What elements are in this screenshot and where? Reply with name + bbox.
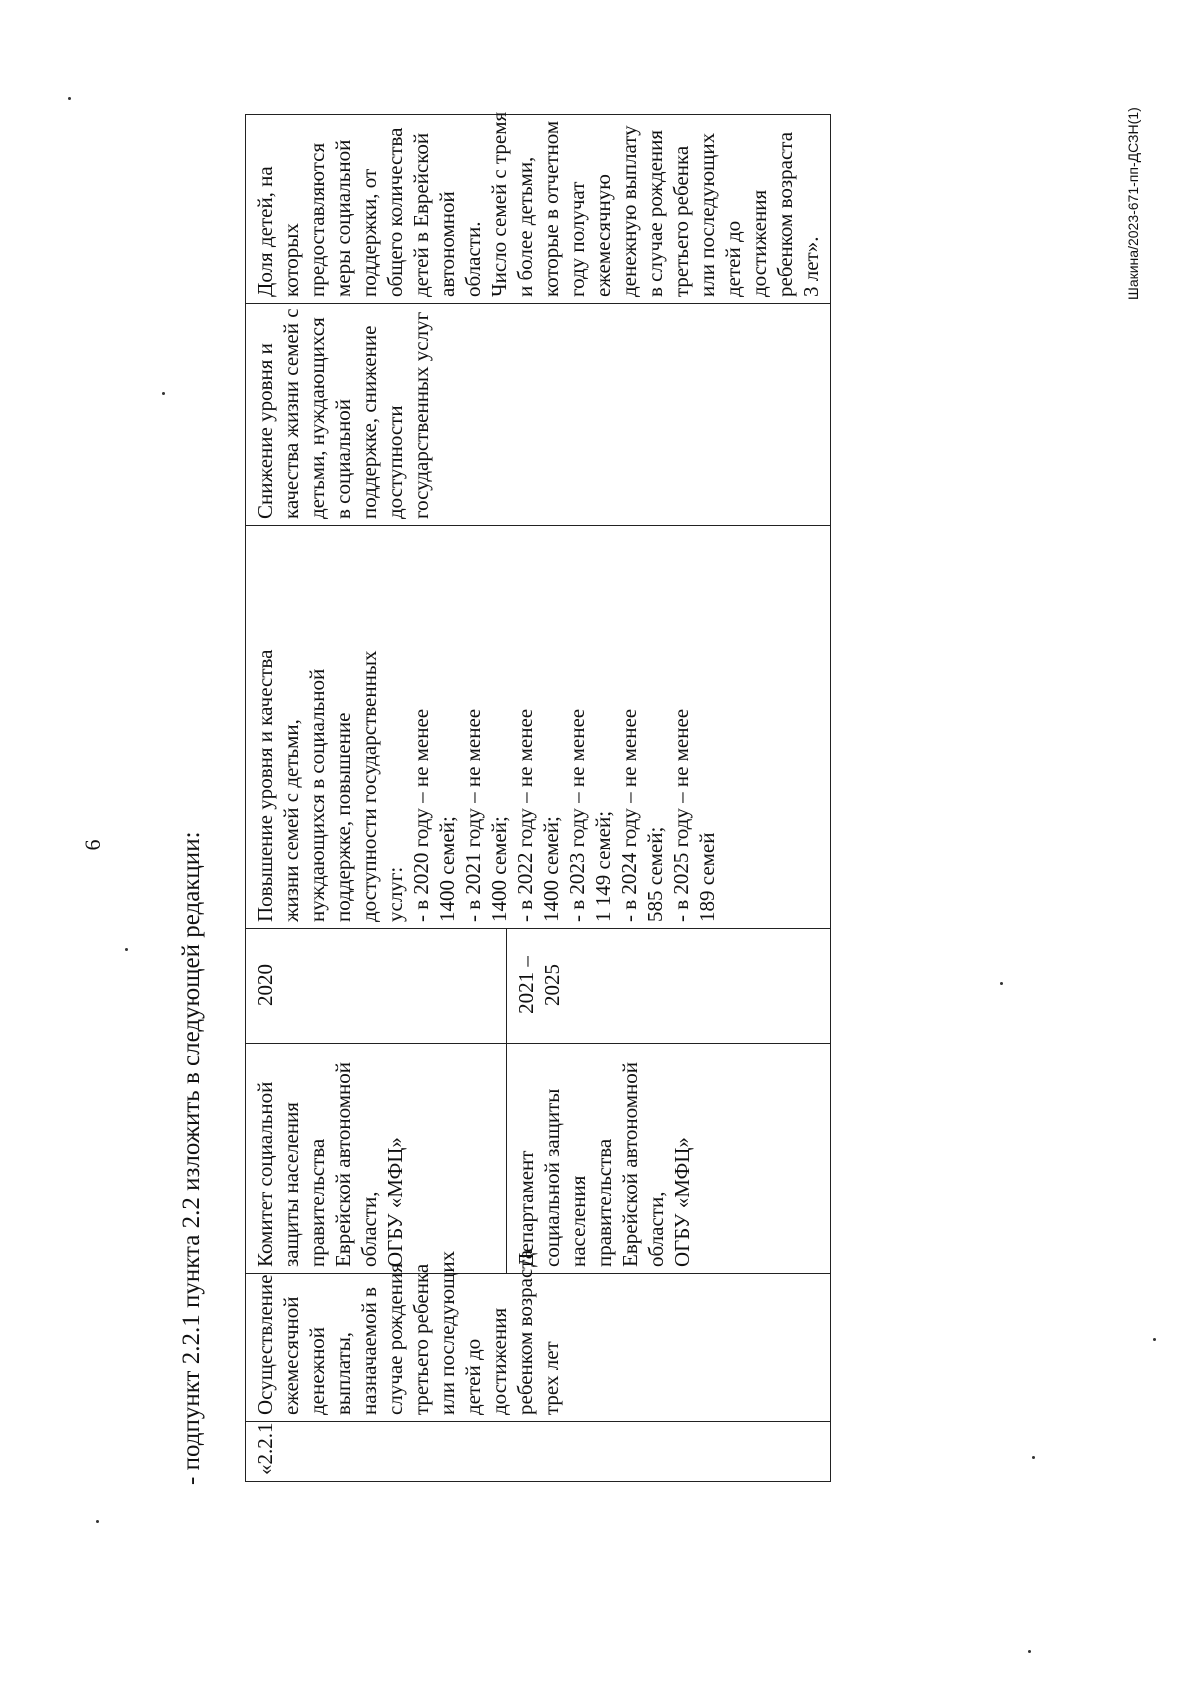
cell-line: в социальной <box>331 398 355 519</box>
cell-line: выплаты, <box>331 1331 355 1415</box>
cell-line: денежной <box>305 1326 329 1415</box>
cell-line: третьего ребенка <box>409 1263 433 1415</box>
scan-speck <box>68 97 71 100</box>
cell-line: детей до <box>721 220 745 297</box>
cell-line: доступности <box>383 405 407 519</box>
cell-line: ОГБУ «МФЦ» <box>383 1137 407 1267</box>
cell-line: - в 2024 году – не менее <box>617 708 641 922</box>
cell-line: или последующих <box>695 132 719 297</box>
executor-cell-1 <box>246 1044 507 1274</box>
cell-line: достижения <box>487 1307 511 1415</box>
cell-line: трех лет <box>539 1341 563 1415</box>
cell-line: 3 лет». <box>799 236 823 297</box>
scan-speck <box>162 392 165 395</box>
cell-line: в случае рождения <box>643 129 667 297</box>
cell-line: Осуществление <box>253 1274 277 1415</box>
cell-line: - в 2025 году – не менее <box>669 708 693 922</box>
cell-line: Еврейской автономной <box>618 1062 642 1267</box>
cell-line: году получат <box>565 181 589 297</box>
cell-line: поддержке, снижение <box>357 325 381 519</box>
cell-line: 1400 семей; <box>539 816 563 922</box>
period-cell-2 <box>507 929 831 1044</box>
cell-line: 189 семей <box>695 832 719 922</box>
scan-speck <box>125 948 128 951</box>
measures-table <box>245 111 831 1482</box>
cell-line: 1400 семей; <box>487 816 511 922</box>
table-row <box>246 115 507 1482</box>
cell-line: ребенком возраста <box>513 1249 537 1415</box>
cell-line: государственных услуг <box>409 311 433 519</box>
consequence-cell <box>246 304 831 526</box>
cell-line: защиты населения <box>279 1102 303 1267</box>
cell-line: 1400 семей; <box>435 816 459 922</box>
cell-line: правительства <box>592 1138 616 1267</box>
cell-line: денежную выплату <box>617 125 641 297</box>
cell-line: поддержке, повышение <box>331 712 355 922</box>
cell-line: - в 2021 году – не менее <box>461 708 485 922</box>
cell-line: услуг: <box>383 866 407 922</box>
executor-cell-2 <box>507 1044 831 1274</box>
cell-line: случае рождения <box>383 1263 407 1415</box>
item-number: «2.2.1 <box>246 1422 831 1482</box>
cell-line: детьми, нуждающихся <box>305 317 329 519</box>
scan-speck <box>1153 1338 1156 1341</box>
cell-line: 585 семей; <box>643 826 667 922</box>
cell-line: ежемесячной <box>279 1296 303 1415</box>
cell-line: - в 2023 году – не менее <box>565 708 589 922</box>
cell-line: или последующих <box>435 1250 459 1415</box>
cell-line: области, <box>644 1191 668 1267</box>
cell-line: Еврейской автономной <box>331 1062 355 1267</box>
cell-line: третьего ребенка <box>669 145 693 297</box>
cell-line: нуждающихся в социальной <box>305 668 329 922</box>
cell-line: ежемесячную <box>591 174 615 297</box>
result-cell <box>246 526 831 929</box>
cell-line: - в 2022 году – не менее <box>513 708 537 922</box>
cell-line: детей в Еврейской <box>409 132 433 297</box>
cell-line: Департамент <box>514 1150 538 1267</box>
cell-line: Число семей с тремя <box>487 111 511 297</box>
document-code: Шакина/2023-671-пп-ДСЗН(1) <box>1125 107 1141 300</box>
cell-line: Доля детей, на <box>253 166 277 297</box>
cell-line: ОГБУ «МФЦ» <box>670 1137 694 1267</box>
scan-speck <box>1032 1456 1035 1459</box>
cell-line: меры социальной <box>331 139 355 297</box>
cell-line: и более детьми, <box>513 156 537 297</box>
scan-speck <box>1000 982 1003 985</box>
scan-speck <box>1028 1650 1031 1653</box>
cell-line: которых <box>279 223 303 297</box>
cell-line: 1 149 семей; <box>591 810 615 922</box>
cell-line: - в 2020 году – не менее <box>409 708 433 922</box>
cell-line: жизни семей с детьми, <box>279 719 303 922</box>
cell-line: предоставляются <box>305 142 329 297</box>
cell-line: социальной защиты <box>540 1088 564 1267</box>
cell-line: детей до <box>461 1338 485 1415</box>
cell-line: которые в отчетном <box>539 120 563 297</box>
cell-line: Снижение уровня и <box>253 343 277 519</box>
cell-line: качества жизни семей с <box>279 308 303 519</box>
cell-line: 2021 – <box>514 956 538 1014</box>
cell-line: Повышение уровня и качества <box>253 649 277 922</box>
cell-line: области, <box>357 1191 381 1267</box>
page-number: 6 <box>80 839 105 851</box>
intro-text: - подпункт 2.2.1 пункта 2.2 изложить в следующей редакции: <box>178 831 205 1485</box>
period-cell-1: 2020 <box>246 929 507 1044</box>
cell-line: 2025 <box>540 964 564 1006</box>
indicator-cell <box>246 111 831 304</box>
cell-line: населения <box>566 1175 590 1267</box>
cell-line: назначаемой в <box>357 1287 381 1415</box>
cell-line: доступности государственных <box>357 650 381 922</box>
cell-line: ребенком возраста <box>773 131 797 297</box>
scan-speck <box>96 1520 99 1523</box>
cell-line: достижения <box>747 189 771 297</box>
cell-line: поддержки, от <box>357 168 381 297</box>
cell-line: Комитет социальной <box>253 1081 277 1267</box>
action-cell <box>246 1249 831 1422</box>
cell-line: правительства <box>305 1138 329 1267</box>
cell-line: области. <box>461 221 485 297</box>
cell-line: общего количества <box>383 127 407 297</box>
cell-line: автономной <box>435 191 459 297</box>
